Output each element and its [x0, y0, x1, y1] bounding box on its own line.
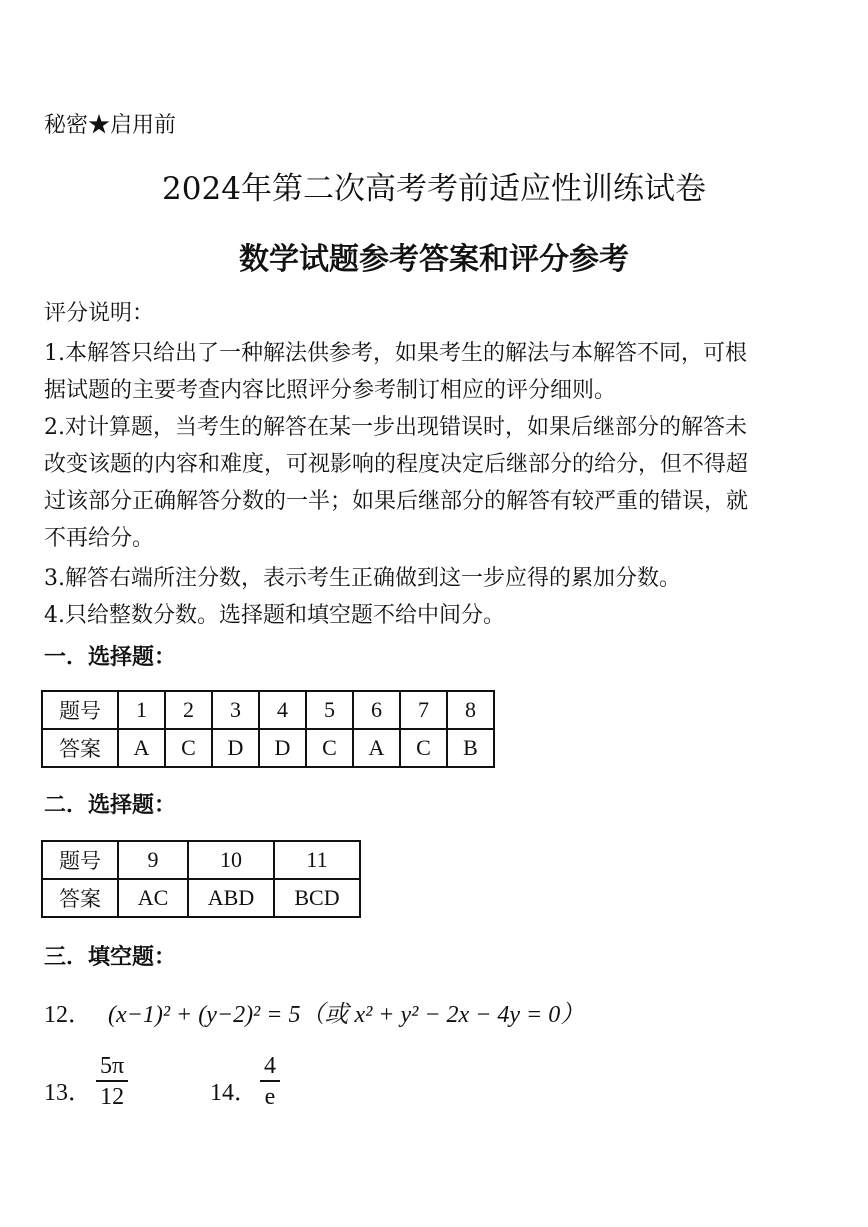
- answer-cell: A: [353, 729, 400, 767]
- table-row-numbers: [42, 841, 360, 879]
- answer-cell: C: [306, 729, 353, 767]
- question-number: 8: [447, 691, 494, 729]
- answer-cell: B: [447, 729, 494, 767]
- row-label: 题号: [42, 841, 118, 879]
- answer-cell: ABD: [188, 879, 274, 917]
- answer-key-subtitle: 数学试题参考答案和评分参考: [239, 242, 629, 277]
- exam-title: 2024年第二次高考考前适应性训练试卷: [162, 171, 706, 207]
- question-number: 7: [400, 691, 447, 729]
- answer-cell: D: [259, 729, 306, 767]
- question-number: 3: [212, 691, 259, 729]
- table-row-answers: [42, 879, 360, 917]
- scoring-note-line: 不再给分。: [44, 526, 155, 551]
- q13-denominator: 12: [100, 1084, 125, 1110]
- section1-answer-table: [41, 690, 495, 768]
- scoring-note-line: 据试题的主要考查内容比照评分参考制订相应的评分细则。: [44, 378, 617, 403]
- answer-cell: A: [118, 729, 165, 767]
- scoring-note-line: 过该部分正确解答分数的一半；如果后继部分的解答有较严重的错误，就: [44, 489, 749, 514]
- scoring-note-line: 改变该题的内容和难度，可视影响的程度决定后继部分的给分，但不得超: [44, 452, 749, 477]
- answer-cell: AC: [118, 879, 188, 917]
- q13-label: 13．: [44, 1080, 92, 1106]
- scoring-note-line: 3.解答右端所注分数，表示考生正确做到这一步应得的累加分数。: [44, 566, 681, 591]
- scoring-notes-heading: 评分说明：: [44, 301, 155, 326]
- section1-heading: 一．选择题：: [44, 644, 177, 670]
- question-number: 10: [188, 841, 274, 879]
- question-number: 9: [118, 841, 188, 879]
- row-label: 答案: [42, 879, 118, 917]
- table-row-answers: [42, 729, 494, 767]
- question-number: 2: [165, 691, 212, 729]
- q14-fraction: [260, 1052, 280, 1112]
- scoring-note-line: 2.对计算题，当考生的解答在某一步出现错误时，如果后继部分的解答未: [44, 415, 747, 440]
- confidential-label: 秘密★启用前: [44, 113, 177, 138]
- answer-cell: C: [165, 729, 212, 767]
- scoring-note-line: 1.本解答只给出了一种解法供参考，如果考生的解法与本解答不同，可根: [44, 341, 747, 366]
- q14-denominator: e: [264, 1084, 276, 1110]
- table-row-numbers: [42, 691, 494, 729]
- question-number: 11: [274, 841, 360, 879]
- q12-answer: (x−1)² + (y−2)² = 5（或 x² + y² − 2x − 4y = 0）: [108, 1002, 585, 1028]
- answer-cell: D: [212, 729, 259, 767]
- section2-answer-table: [41, 840, 361, 918]
- section2-heading: 二．选择题：: [44, 792, 177, 818]
- answer-cell: BCD: [274, 879, 360, 917]
- row-label: 题号: [42, 691, 118, 729]
- q13-numerator: 5π: [100, 1053, 125, 1079]
- q13-fraction: [96, 1052, 128, 1112]
- q14-label: 14．: [210, 1080, 258, 1106]
- q12-label: 12．: [44, 1002, 92, 1028]
- q12-line: [44, 994, 584, 1029]
- question-number: 1: [118, 691, 165, 729]
- section3-heading: 三．填空题：: [44, 944, 177, 970]
- row-label: 答案: [42, 729, 118, 767]
- scoring-note-line: 4.只给整数分数。选择题和填空题不给中间分。: [44, 603, 505, 628]
- question-number: 4: [259, 691, 306, 729]
- q14-numerator: 4: [264, 1053, 276, 1079]
- answer-cell: C: [400, 729, 447, 767]
- question-number: 5: [306, 691, 353, 729]
- question-number: 6: [353, 691, 400, 729]
